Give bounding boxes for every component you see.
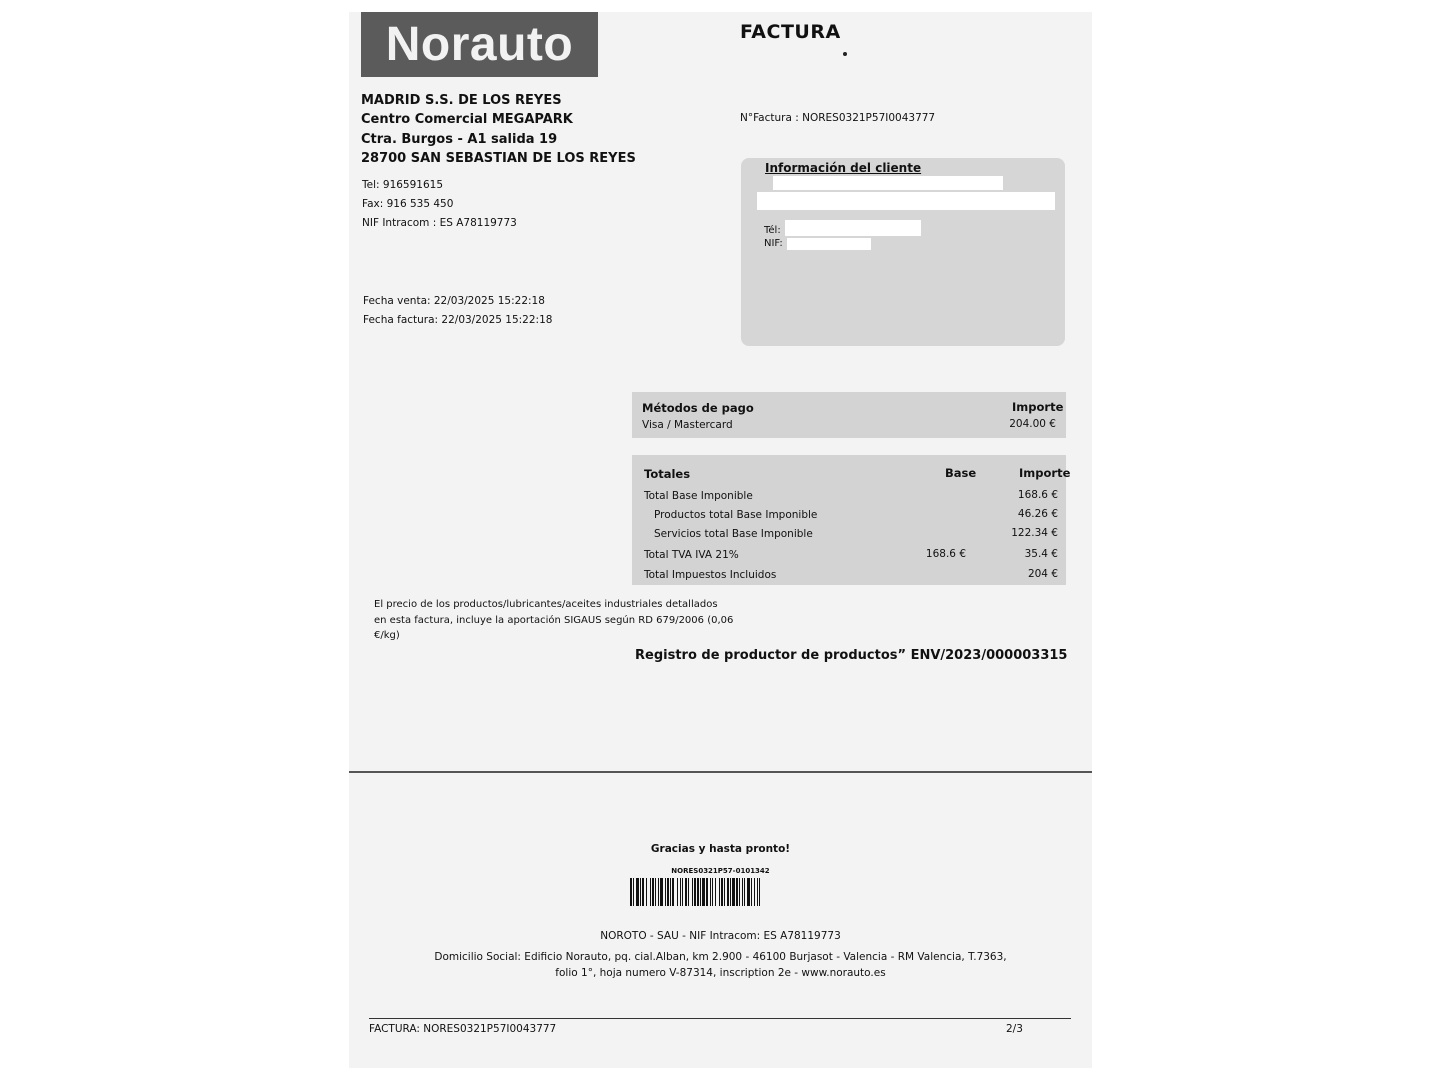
client-nif-label: NIF:	[764, 238, 783, 249]
page-number: 2/3	[1006, 1023, 1023, 1035]
totals-row-label: Total TVA IVA 21%	[644, 549, 739, 561]
store-nif: NIF Intracom : ES A78119773	[362, 217, 517, 230]
store-city: 28700 SAN SEBASTIAN DE LOS REYES	[361, 150, 636, 166]
footer-invoice-ref: FACTURA: NORES0321P57I0043777	[369, 1023, 557, 1035]
scan-speck	[843, 52, 847, 56]
sigaus-note-line: €/kg)	[374, 630, 400, 641]
sigaus-note	[374, 597, 734, 644]
store-address	[361, 91, 636, 168]
payment-header-method: Métodos de pago	[642, 401, 754, 415]
barcode-number: NORES0321P57-0101342	[671, 867, 770, 875]
totals-row-amount: 122.34 €	[1011, 527, 1058, 539]
totals-row-amount: 35.4 €	[1024, 548, 1058, 560]
document-title: FACTURA	[740, 21, 841, 43]
section-divider	[349, 771, 1092, 773]
invoice-page	[349, 12, 1092, 1068]
sale-date: Fecha venta: 22/03/2025 15:22:18	[363, 295, 545, 307]
client-tel-label: Tél:	[764, 225, 781, 236]
totals-row-label: Servicios total Base Imponible	[654, 528, 813, 540]
totals-row-label: Total Impuestos Incluidos	[644, 569, 777, 581]
store-center: Centro Comercial MEGAPARK	[361, 112, 573, 128]
dates-block	[363, 292, 552, 331]
registered-office-line: folio 1°, hoja numero V-87314, inscription 2e - www.norauto.es	[555, 967, 886, 979]
totals-header-label: Totales	[644, 467, 691, 481]
totals-row-amount: 46.26 €	[1017, 508, 1058, 520]
client-info-title: Información del cliente	[765, 161, 922, 175]
store-street: Ctra. Burgos - A1 salida 19	[361, 131, 558, 147]
registered-office	[349, 949, 1092, 981]
totals-header-amount: Importe	[1019, 466, 1071, 480]
producer-registry: Registro de productor de productos” ENV/2023/000003315	[635, 648, 1068, 663]
redacted-client-tel	[785, 220, 921, 236]
totals-row-amount: 168.6 €	[1017, 489, 1058, 501]
totals-row-label: Total Base Imponible	[644, 490, 753, 502]
client-info-box	[741, 158, 1065, 346]
totals-box	[632, 455, 1071, 585]
payment-amount: 204.00 €	[1009, 418, 1056, 430]
sigaus-note-line: El precio de los productos/lubricantes/aceites industriales detallados	[374, 599, 718, 610]
invoice-number: N°Factura : NORES0321P57I0043777	[740, 112, 936, 124]
totals-row-label: Productos total Base Imponible	[654, 509, 818, 521]
sigaus-note-line: en esta factura, incluye la aportación SIGAUS según RD 679/2006 (0,06	[374, 614, 734, 626]
totals-header-base: Base	[945, 466, 977, 480]
barcode-image	[630, 878, 811, 906]
company-info: NOROTO - SAU - NIF Intracom: ES A78119773	[600, 930, 841, 942]
payment-methods-box	[632, 392, 1066, 438]
thanks-message: Gracias y hasta pronto!	[650, 843, 791, 855]
redacted-client-nif	[787, 238, 871, 250]
redacted-client-name	[773, 176, 1003, 190]
redacted-client-address	[757, 192, 1055, 210]
invoice-date: Fecha factura: 22/03/2025 15:22:18	[363, 314, 553, 327]
store-fax: Fax: 916 535 450	[362, 198, 454, 211]
norauto-logo: Norauto	[361, 12, 598, 77]
store-name: MADRID S.S. DE LOS REYES	[361, 93, 562, 108]
footer-divider	[369, 1018, 1071, 1019]
payment-method: Visa / Mastercard	[642, 419, 733, 431]
store-contact	[362, 176, 517, 234]
totals-row-amount: 204 €	[1027, 568, 1058, 580]
payment-header-amount: Importe	[1012, 400, 1064, 414]
totals-row-base: 168.6 €	[925, 548, 966, 560]
registered-office-line: Domicilio Social: Edificio Norauto, pq. cial.Alban, km 2.900 - 46100 Burjasot - Valencia - RM Valencia, T.7363,	[434, 951, 1007, 963]
store-tel: Tel: 916591615	[362, 179, 444, 191]
